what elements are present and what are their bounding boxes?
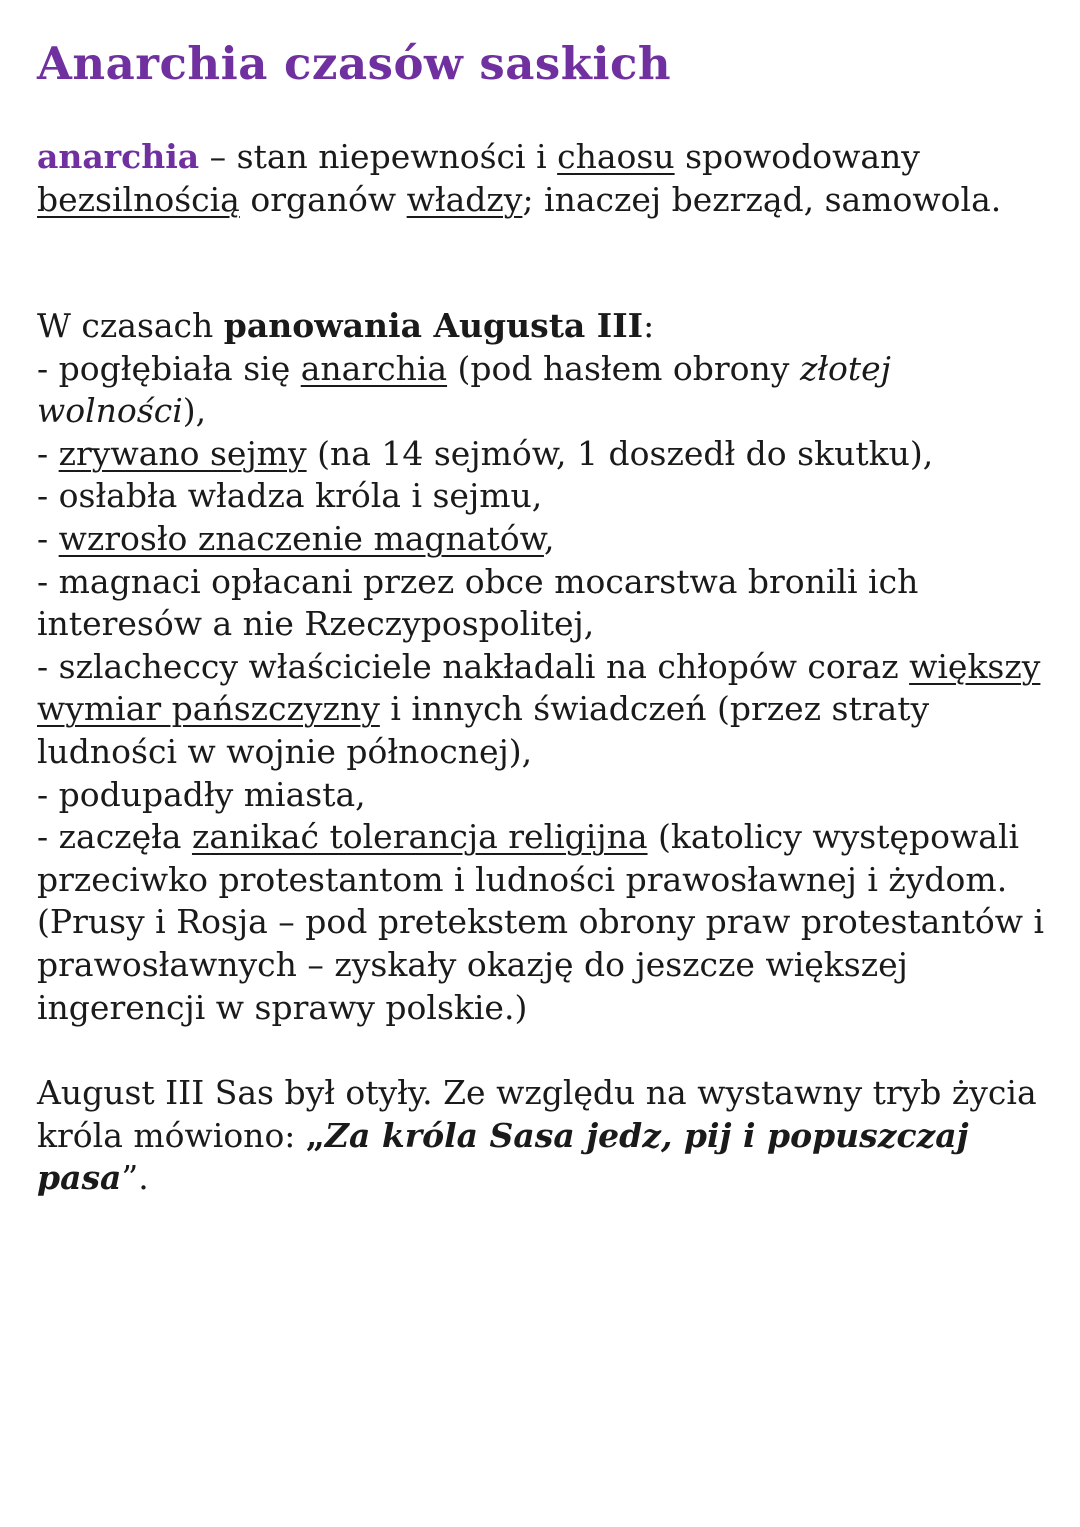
definition-term: anarchia [37,137,200,176]
note-paragraph [37,1072,1052,1200]
list-item: - podupadły miasta, [37,774,366,814]
underlined-chaosu: chaosu [557,137,675,176]
reign-intro-bold: panowania Augusta III [223,306,644,345]
note-text: August III Sas był otyły. Ze względu na wystawny tryb życia króla mówiono: „Za króla Sasa jedz, pij i popuszczaj pasa”. [37,1073,1037,1198]
reign-intro: W czasach panowania Augusta III: [37,306,655,345]
definition-paragraph [37,136,1052,221]
list-item: - zaczęła zanikać tolerancja religijna (katolicy występowali przeciwko protestantom i ludności prawosławnej i żydom. (Prusy i Rosja – pod pretekstem obrony praw protestantów i prawosławnych – zyskały okazję do jeszcze większej ingerencji w sprawy polskie.) [37,817,1045,1027]
page-title: Anarchia czasów saskich [37,37,672,90]
underlined-wladzy: władzy [406,179,523,219]
definition-text: anarchia – stan niepewności i chaosu spowodowany bezsilnością organów władzy; inaczej bezrząd, samowola. [37,137,1002,219]
reign-section [37,305,1052,1029]
underlined-bezsilnoscia: bezsilnością [37,179,240,219]
list-item: - zrywano sejmy (na 14 sejmów, 1 doszedł do skutku), [37,433,934,473]
list-item: - osłabła władza króla i sejmu, [37,476,543,516]
list-item: - magnaci opłacani przez obce mocarstwa bronili ich interesów a nie Rzeczypospolitej, [37,561,919,644]
list-item: - pogłębiała się anarchia (pod hasłem obrony złotej wolności), [37,348,891,431]
saying-quote: Za króla Sasa jedz, pij i popuszczaj pasa [37,1115,969,1198]
list-item: - wzrosło znaczenie magnatów, [37,518,555,558]
list-item: - szlacheccy właściciele nakładali na chłopów coraz większy wymiar pańszczyzny i innych świadczeń (przez straty ludności w wojnie północnej), [37,646,1041,771]
